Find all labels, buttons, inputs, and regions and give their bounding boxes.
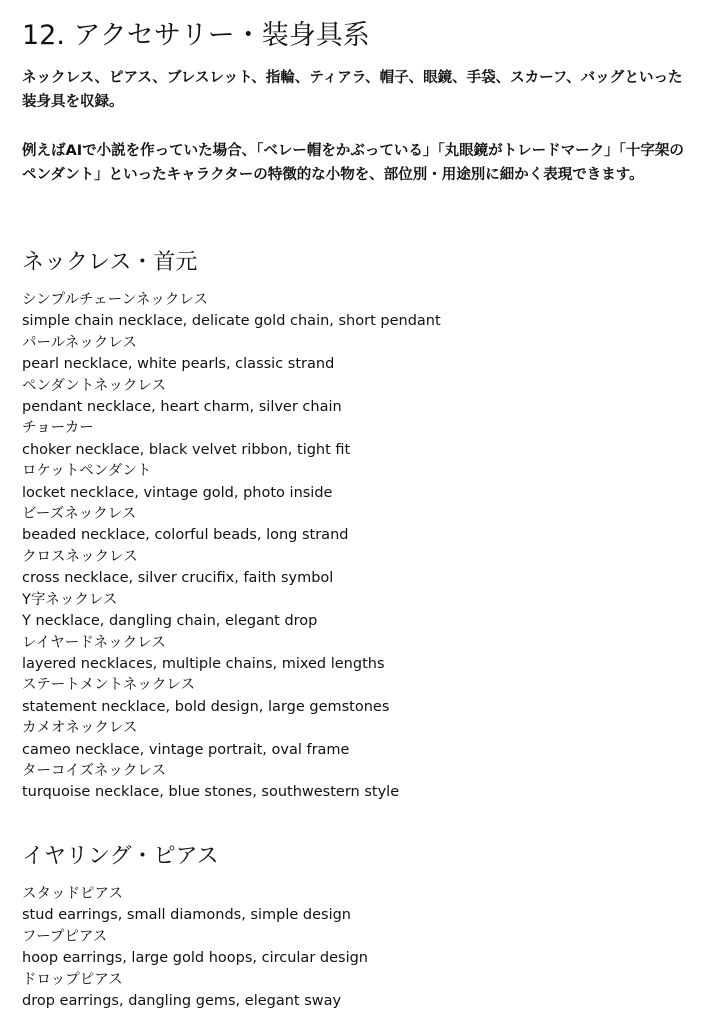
item-jp: ペンダントネックレス [22,377,166,394]
item-en: hoop earrings, large gold hoops, circular design [22,950,368,967]
item-jp: ターコイズネックレス [22,762,166,779]
list-item [22,504,441,547]
intro-paragraph: ネックレス、ピアス、ブレスレット、指輪、ティアラ、帽子、眼鏡、手袋、スカーフ、バッグといった装身具を収録。 [22,70,683,110]
item-jp: ビーズネックレス [22,506,137,523]
section-title-earrings: イヤリング・ピアス [22,844,219,869]
item-en: cross necklace, silver crucifix, faith symbol [22,570,334,587]
item-jp: スタッドピアス [22,886,123,902]
item-en: locket necklace, vintage gold, photo inside [22,484,333,501]
list-item [22,461,441,504]
item-en: beaded necklace, colorful beads, long strand [22,527,349,544]
item-jp: フープピアス [22,928,108,945]
item-jp: シンプルチェーンネックレス [22,292,208,308]
item-en: choker necklace, black velvet ribbon, tight fit [22,441,351,458]
item-jp: ドロップピアス [22,971,123,988]
item-en: stud earrings, small diamonds, simple design [22,907,351,924]
list-item [22,927,368,970]
item-en: drop earrings, dangling gems, elegant sway [22,993,342,1010]
item-jp: Y字ネックレス [22,591,118,608]
item-en: layered necklaces, multiple chains, mixed lengths [22,655,385,672]
list-item [22,376,441,419]
item-en: pendant necklace, heart charm, silver chain [22,399,342,416]
item-jp: チョーカー [22,420,94,437]
list-item [22,590,441,633]
list-item [22,633,441,676]
earrings-list [22,884,368,1012]
list-item [22,970,368,1013]
item-jp: パールネックレス [22,334,137,351]
list-item [22,547,441,590]
page-title: 12. アクセサリー・装身具系 [22,20,370,51]
item-en: cameo necklace, vintage portrait, oval frame [22,741,350,758]
necklace-list [22,290,441,804]
item-jp: ステートメントネックレス [22,677,195,694]
item-en: pearl necklace, white pearls, classic strand [22,356,335,373]
item-jp: カメオネックレス [22,720,138,737]
list-item [22,418,441,461]
item-en: simple chain necklace, delicate gold chain, short pendant [22,313,441,330]
item-en: Y necklace, dangling chain, elegant drop [22,613,318,630]
item-jp: レイヤードネックレス [22,634,166,651]
item-jp: ロケットペンダント [22,463,152,480]
list-item [22,333,441,376]
list-item [22,718,441,761]
list-item [22,675,441,718]
example-paragraph: 例えばAIで小説を作っていた場合、「ベレー帽をかぶっている」「丸眼鏡がトレードマーク」「十字架のペンダント」といったキャラクターの特徴的な小物を、部位別・用途別に細かく表現できます。 [22,143,684,183]
section-title-necklace: ネックレス・首元 [22,250,198,275]
list-item [22,290,441,333]
list-item [22,884,368,927]
item-en: statement necklace, bold design, large gemstones [22,698,390,715]
list-item [22,761,441,804]
item-jp: クロスネックレス [22,548,138,565]
item-en: turquoise necklace, blue stones, southwestern style [22,784,400,801]
